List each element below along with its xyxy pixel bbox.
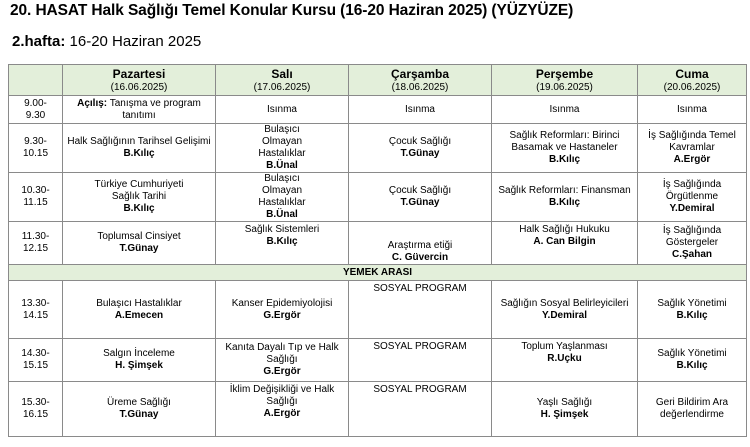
time-start: 11.30- (21, 231, 50, 242)
session-lecturer: H. Şimşek (540, 409, 589, 420)
session-cell (63, 382, 216, 437)
session-topic: Sağlık Yönetimi (657, 297, 727, 309)
time-slot-row (9, 173, 747, 222)
week-subtitle (12, 33, 201, 50)
time-cell (9, 281, 63, 339)
session-topic: Araştırma etiği (387, 240, 453, 251)
session-cell (216, 382, 349, 437)
session-cell (349, 281, 492, 339)
session-cell (349, 222, 492, 265)
session-cell (349, 124, 492, 173)
session-topic: İş Sağlığında Göstergeler (662, 225, 722, 248)
session-topic: Salgın İnceleme (103, 348, 175, 359)
time-cell (9, 339, 63, 382)
session-lecturer: B.Kılıç (676, 309, 708, 321)
session-topic: SOSYAL PROGRAM (373, 341, 467, 352)
session-cell (492, 281, 638, 339)
session-topic: İklim Değişikliği ve Halk Sağlığı (229, 384, 335, 407)
time-slot-row (9, 222, 747, 265)
session-cell (638, 124, 747, 173)
schedule-table (8, 64, 747, 437)
session-topic: Kanser Epidemiyolojisi (231, 297, 333, 309)
session-lecturer: A.Emecen (114, 309, 164, 321)
week-label: 2.hafta: (12, 33, 66, 50)
day-name: Salı (271, 66, 293, 81)
session-topic: Sağlık Sistemleri (244, 224, 320, 235)
session-lead: Açılış: (77, 97, 108, 109)
session-lecturer: B.Ünal (266, 209, 298, 220)
day-name: Çarşamba (390, 66, 450, 81)
session-topic: SOSYAL PROGRAM (373, 283, 467, 294)
session-topic: Türkiye Cumhuriyeti Sağlık Tarihi (94, 179, 184, 202)
session-lecturer: B.Kılıç (123, 203, 155, 214)
session-topic: Sağlık Reformları: Birinci Basamak ve Hastaneler (509, 130, 620, 153)
session-cell (638, 339, 747, 382)
day-date: (19.06.2025) (536, 81, 593, 93)
session-topic: Kanıta Dayalı Tıp ve Halk Sağlığı (225, 342, 339, 365)
session-cell (492, 339, 638, 382)
session-topic: Isınma (266, 103, 297, 115)
day-header-monday (63, 65, 216, 96)
time-slot-row (9, 339, 747, 382)
time-start: 14.30- (21, 348, 50, 359)
day-header-thursday (492, 65, 638, 96)
session-cell (216, 222, 349, 265)
session-cell (638, 96, 747, 124)
time-end: 14.15 (22, 309, 49, 321)
day-date: (16.06.2025) (110, 81, 168, 93)
time-slot-row (9, 382, 747, 437)
day-name: Pazartesi (112, 66, 166, 81)
time-slot-row (9, 124, 747, 173)
session-lecturer: C. Güvercin (391, 252, 449, 263)
time-start: 13.30- (21, 297, 50, 309)
session-lecturer: R.Uçku (547, 353, 582, 364)
page-title: 20. HASAT Halk Sağlığı Temel Konular Kursu (16-20 Haziran 2025) (YÜZYÜZE) (10, 2, 574, 19)
session-cell (492, 173, 638, 222)
week-dates: 16-20 Haziran 2025 (69, 33, 202, 50)
session-cell (63, 281, 216, 339)
session-lecturer: T.Günay (119, 243, 159, 254)
session-topic-text: Tanışma ve program tanıtımı (109, 97, 201, 121)
session-lecturer: A.Ergör (263, 408, 301, 419)
day-date: (18.06.2025) (391, 81, 449, 93)
time-end: 10.15 (22, 148, 49, 159)
session-lecturer: Y.Demiral (541, 309, 588, 321)
header-corner-cell (9, 65, 63, 96)
session-cell (63, 339, 216, 382)
session-cell (349, 96, 492, 124)
session-topic: Isınma (549, 103, 580, 115)
session-topic: Sağlığın Sosyal Belirleyicileri (500, 297, 629, 309)
session-cell (216, 124, 349, 173)
session-cell (63, 96, 216, 124)
time-cell (9, 173, 63, 222)
session-cell (63, 173, 216, 222)
session-cell (216, 96, 349, 124)
session-cell (638, 222, 747, 265)
session-cell (492, 222, 638, 265)
time-end: 16.15 (22, 409, 49, 420)
time-cell (9, 382, 63, 437)
day-name: Cuma (675, 66, 709, 81)
session-lecturer: B.Kılıç (123, 148, 155, 159)
session-lecturer: B.Kılıç (548, 197, 581, 208)
session-topic: Sağlık Yönetimi (657, 348, 727, 359)
session-topic: Isınma (404, 103, 435, 115)
session-cell (638, 382, 747, 437)
day-date: (20.06.2025) (663, 81, 721, 93)
session-lecturer: A. Can Bilgin (533, 236, 596, 247)
lunch-row (9, 265, 747, 281)
day-header-tuesday (216, 65, 349, 96)
session-topic: Halk Sağlığının Tarihsel Gelişimi (67, 136, 211, 147)
session-lecturer: B.Kılıç (266, 236, 298, 247)
session-cell (638, 281, 747, 339)
session-lecturer: Y.Demiral (669, 203, 715, 214)
session-cell (492, 382, 638, 437)
session-lecturer: B.Ünal (266, 160, 298, 171)
lunch-label: YEMEK ARASI (342, 266, 413, 278)
session-topic: Geri Bildirim Ara değerlendirme (655, 397, 729, 420)
session-cell (63, 124, 216, 173)
session-cell (63, 222, 216, 265)
time-slot-row (9, 96, 747, 124)
time-cell (9, 96, 63, 124)
session-lecturer: B.Kılıç (548, 154, 581, 165)
session-topic: Toplum Yaşlanması (521, 341, 608, 352)
day-header-wednesday (349, 65, 492, 96)
session-cell (349, 382, 492, 437)
session-topic: Bulaşıcı Olmayan Hastalıklar (258, 124, 306, 159)
session-cell (216, 281, 349, 339)
time-start: 9.00- (24, 97, 47, 109)
time-end: 12.15 (22, 243, 49, 254)
time-start: 10.30- (21, 185, 50, 196)
time-start: 9.30- (24, 136, 47, 147)
session-topic: Bulaşıcı Olmayan Hastalıklar (258, 173, 306, 208)
day-date: (17.06.2025) (253, 81, 311, 93)
session-cell (216, 339, 349, 382)
session-lecturer: B.Kılıç (676, 360, 708, 371)
session-topic: Bulaşıcı Hastalıklar (96, 297, 182, 309)
session-topic: SOSYAL PROGRAM (373, 384, 467, 395)
time-end: 15.15 (22, 360, 49, 371)
session-topic: Çocuk Sağlığı (388, 136, 452, 147)
session-cell (492, 124, 638, 173)
session-lecturer: H. Şimşek (115, 360, 163, 371)
session-lecturer: A.Ergör (673, 154, 711, 165)
session-cell (492, 96, 638, 124)
session-lecturer: C.Şahan (671, 249, 712, 260)
day-header-friday (638, 65, 747, 96)
session-lecturer: T.Günay (400, 197, 440, 208)
time-start: 15.30- (21, 397, 50, 408)
time-cell (9, 222, 63, 265)
session-topic: Isınma (676, 103, 707, 115)
session-topic: İş Sağlığında Temel Kavramlar (648, 130, 736, 153)
time-end: 9.30 (25, 109, 46, 121)
session-topic: Halk Sağlığı Hukuku (519, 224, 610, 235)
session-topic: İş Sağlığında Örgütlenme (662, 179, 722, 202)
time-slot-row (9, 281, 747, 339)
session-cell (349, 173, 492, 222)
session-lecturer: G.Ergör (263, 366, 301, 377)
session-cell (638, 173, 747, 222)
session-topic: Çocuk Sağlığı (388, 185, 452, 196)
time-cell (9, 124, 63, 173)
header-row (9, 65, 747, 96)
day-name: Perşembe (535, 66, 594, 81)
session-topic: Üreme Sağlığı (107, 397, 171, 408)
session-lecturer: T.Günay (119, 409, 159, 420)
session-lecturer: G.Ergör (263, 309, 301, 321)
session-topic: Toplumsal Cinsiyet (97, 231, 181, 242)
lunch-break-cell (9, 265, 747, 281)
session-cell (349, 339, 492, 382)
session-cell (216, 173, 349, 222)
session-topic: Yaşlı Sağlığı (536, 397, 593, 408)
time-end: 11.15 (23, 197, 48, 208)
session-lecturer: T.Günay (400, 148, 440, 159)
session-topic (63, 98, 215, 122)
session-topic: Sağlık Reformları: Finansman (498, 185, 631, 196)
